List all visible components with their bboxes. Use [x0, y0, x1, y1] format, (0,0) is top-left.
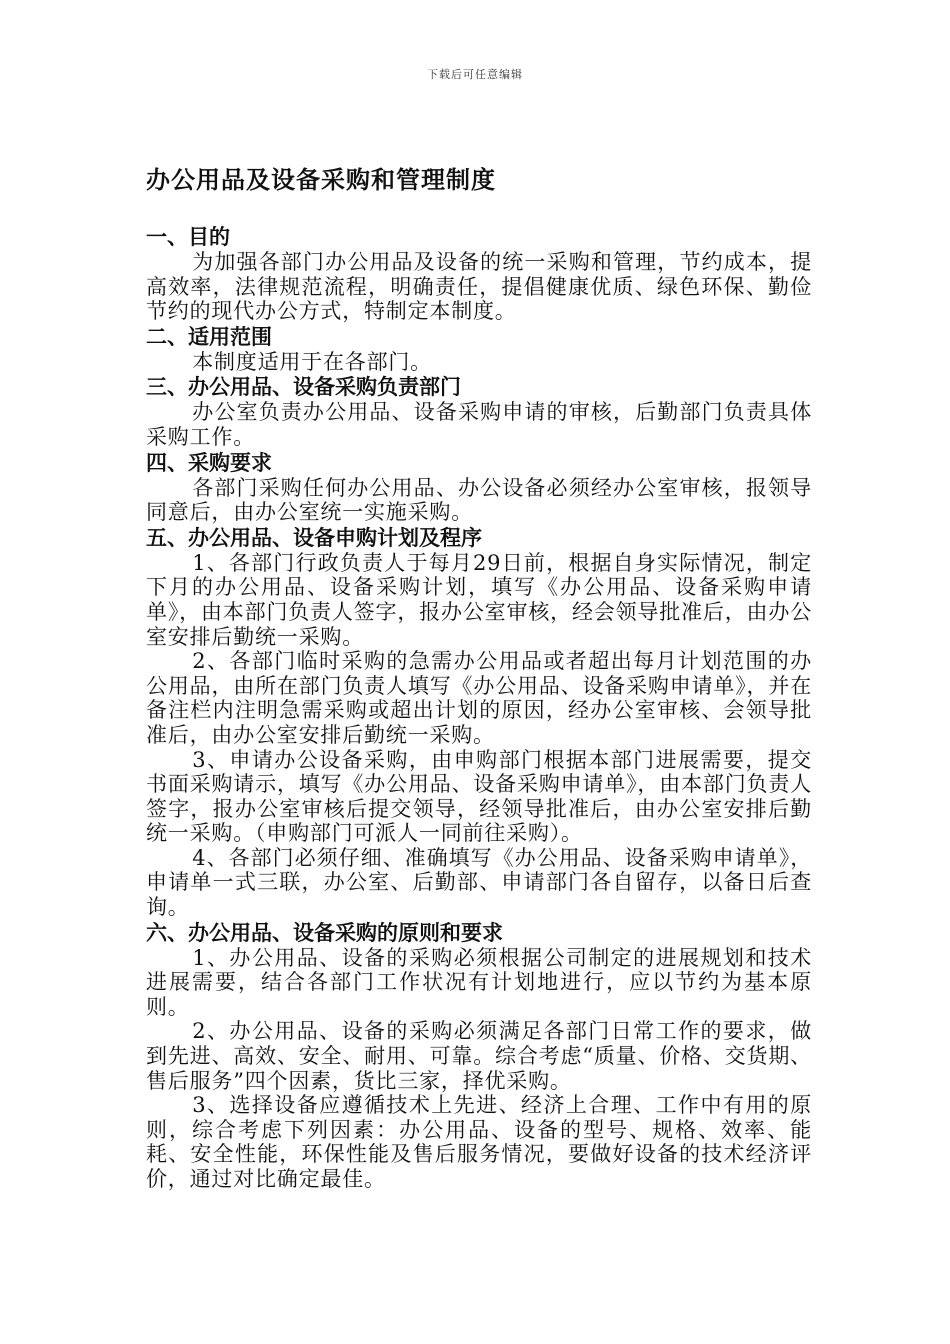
section-scope — [146, 324, 812, 375]
section-paragraph: 为加强各部门办公用品及设备的统一采购和管理，节约成本，提高效率，法律规范流程，明确责任，提倡健康优质、绿色环保、勤俭节约的现代办公方式，特制定本制度。 — [146, 250, 812, 324]
section-heading: 六、办公用品、设备采购的原则和要求 — [146, 919, 503, 945]
section-paragraph: 1、各部门行政负责人于每月29日前，根据自身实际情况，制定下月的办公用品、设备采购计划，填写《办公用品、设备采购申请单》，由本部门负责人签字，报办公室审核，经会领导批准后，由办公室安排后勤统一采购。 — [146, 550, 812, 649]
document-body — [146, 224, 812, 1192]
section-heading: 一、目的 — [146, 224, 230, 249]
section-paragraph: 2、各部门临时采购的急需办公用品或者超出每月计划范围的办公用品，由所在部门负责人填写《办公用品、设备采购申请单》，并在备注栏内注明急需采购或超出计划的原因，经办公室审核、会领导批准后，由办公室安排后勤统一采购。 — [146, 649, 812, 747]
section-purpose — [146, 224, 812, 324]
section-requirements — [146, 450, 812, 525]
document-title: 办公用品及设备采购和管理制度 — [146, 165, 496, 194]
section-heading: 四、采购要求 — [146, 449, 272, 475]
section-heading: 五、办公用品、设备申购计划及程序 — [146, 524, 482, 550]
section-paragraph: 各部门采购任何办公用品、办公设备必须经办公室审核，报领导同意后，由办公室统一实施采购。 — [146, 475, 812, 525]
section-principles — [146, 920, 812, 1192]
section-paragraph: 3、选择设备应遵循技术上先进、经济上合理、工作中有用的原则，综合考虑下列因素：办公用品、设备的型号、规格、效率、能耗、安全性能，环保性能及售后服务情况，要做好设备的技术经济评价，通过对比确定最佳。 — [146, 1093, 812, 1191]
section-heading: 三、办公用品、设备采购负责部门 — [146, 374, 461, 400]
section-paragraph: 4、各部门必须仔细、准确填写《办公用品、设备采购申请单》，申请单一式三联，办公室、后勤部、申请部门各自留存，以备日后查询。 — [146, 845, 812, 920]
section-paragraph: 办公室负责办公用品、设备采购申请的审核，后勤部门负责具体采购工作。 — [146, 400, 812, 449]
section-heading: 二、适用范围 — [146, 323, 272, 349]
header-note: 下载后可任意编辑 — [427, 68, 523, 81]
section-responsible-dept — [146, 374, 812, 449]
section-paragraph: 3、申请办公设备采购，由申购部门根据本部门进展需要，提交书面采购请示，填写《办公用品、设备采购申请单》，由本部门负责人签字，报办公室审核后提交领导，经领导批准后，由办公室安排后勤统一采购。（申购部门可派人一同前往采购）。 — [146, 747, 812, 846]
section-paragraph: 2、办公用品、设备的采购必须满足各部门日常工作的要求，做到先进、高效、安全、耐用、可靠。综合考虑“质量、价格、交货期、售后服务”四个因素，货比三家，择优采购。 — [146, 1019, 812, 1093]
section-paragraph: 1、办公用品、设备的采购必须根据公司制定的进展规划和技术进展需要，结合各部门工作状况有计划地进行，应以节约为基本原则。 — [146, 945, 812, 1019]
section-paragraph: 本制度适用于在各部门。 — [192, 349, 432, 374]
section-procedure — [146, 525, 812, 920]
